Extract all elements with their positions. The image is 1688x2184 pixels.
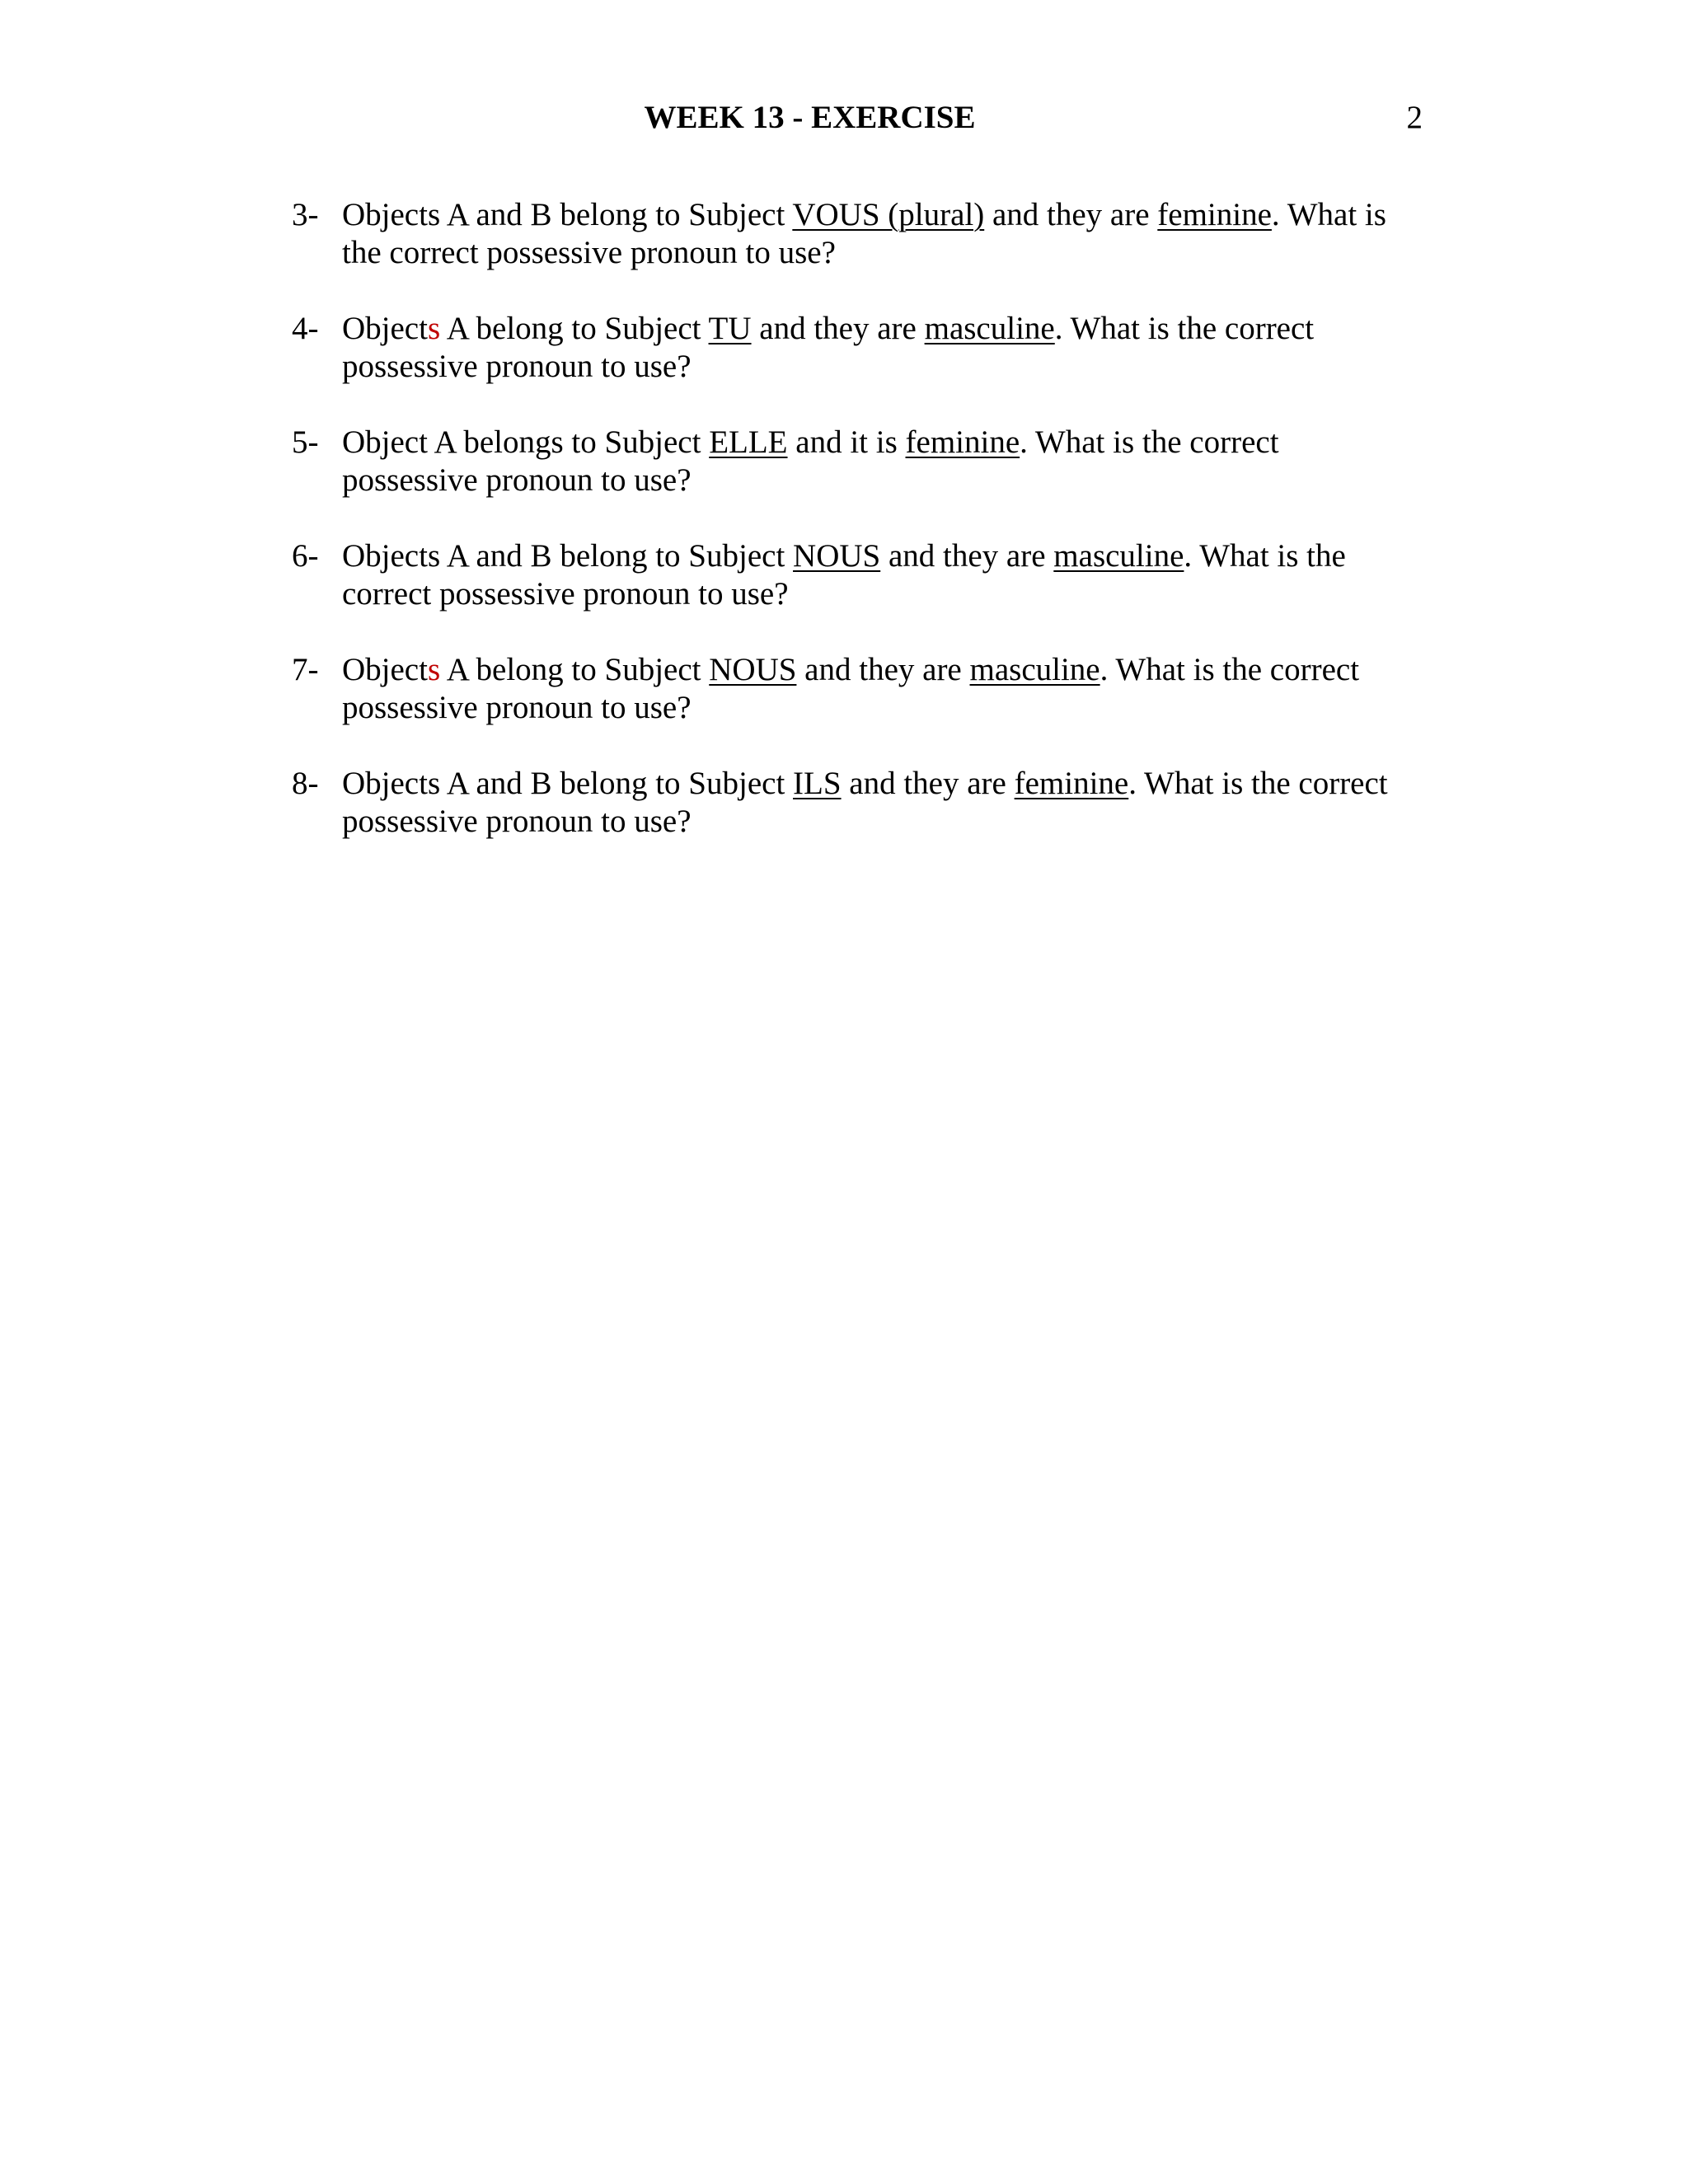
- subject-term: ELLE: [709, 424, 788, 460]
- question-text: Object A belongs to Subject: [342, 424, 710, 460]
- gender-term: masculine: [969, 652, 1100, 687]
- question-text: and they are: [880, 538, 1054, 574]
- question-text: . What is the correct possessive pronoun to use?: [342, 424, 1279, 498]
- page-number: 2: [1406, 100, 1423, 135]
- subject-term: TU: [708, 311, 752, 346]
- question-6: [292, 537, 1421, 613]
- question-text: and they are: [751, 311, 925, 346]
- question-text: . What is the correct possessive pronoun to use?: [342, 652, 1360, 725]
- question-text: Object: [342, 652, 428, 687]
- question-text: Objects A and B belong to Subject: [342, 197, 793, 232]
- question-text: and it is: [787, 424, 906, 460]
- correction-mark: s: [427, 311, 441, 346]
- question-text: A belong to Subject: [440, 652, 710, 687]
- question-text: A belong to Subject: [440, 311, 709, 346]
- question-text: Object: [342, 311, 428, 346]
- question-4: [292, 310, 1421, 386]
- question-number: 5-: [292, 424, 319, 460]
- question-number: 8-: [292, 766, 319, 801]
- question-text: and they are: [841, 766, 1015, 801]
- question-7: [292, 651, 1421, 727]
- gender-term: feminine: [1157, 197, 1272, 232]
- question-text: . What is the correct possessive pronoun to use?: [342, 766, 1388, 839]
- question-5: [292, 424, 1421, 499]
- question-number: 6-: [292, 538, 319, 574]
- question-8: [292, 765, 1421, 841]
- question-number: 4-: [292, 311, 319, 346]
- subject-term: NOUS: [793, 538, 881, 574]
- question-3: [292, 196, 1421, 272]
- question-text: . What is the correct possessive pronoun to use?: [342, 197, 1386, 270]
- gender-term: masculine: [924, 311, 1055, 346]
- question-text: and they are: [984, 197, 1158, 232]
- page-title: WEEK 13 - EXERCISE: [644, 100, 976, 135]
- correction-mark: s: [427, 652, 441, 687]
- question-text: Objects A and B belong to Subject: [342, 538, 794, 574]
- question-list: [292, 196, 1421, 879]
- gender-term: masculine: [1053, 538, 1184, 574]
- gender-term: feminine: [1014, 766, 1129, 801]
- subject-term: VOUS (plural): [792, 197, 985, 232]
- question-text: . What is the correct possessive pronoun to use?: [342, 538, 1346, 612]
- question-text: Objects A and B belong to Subject: [342, 766, 794, 801]
- subject-term: ILS: [793, 766, 842, 801]
- question-number: 3-: [292, 197, 319, 232]
- question-text: . What is the correct possessive pronoun to use?: [342, 311, 1315, 384]
- subject-term: NOUS: [709, 652, 797, 687]
- question-number: 7-: [292, 652, 319, 687]
- question-text: and they are: [796, 652, 970, 687]
- gender-term: feminine: [905, 424, 1020, 460]
